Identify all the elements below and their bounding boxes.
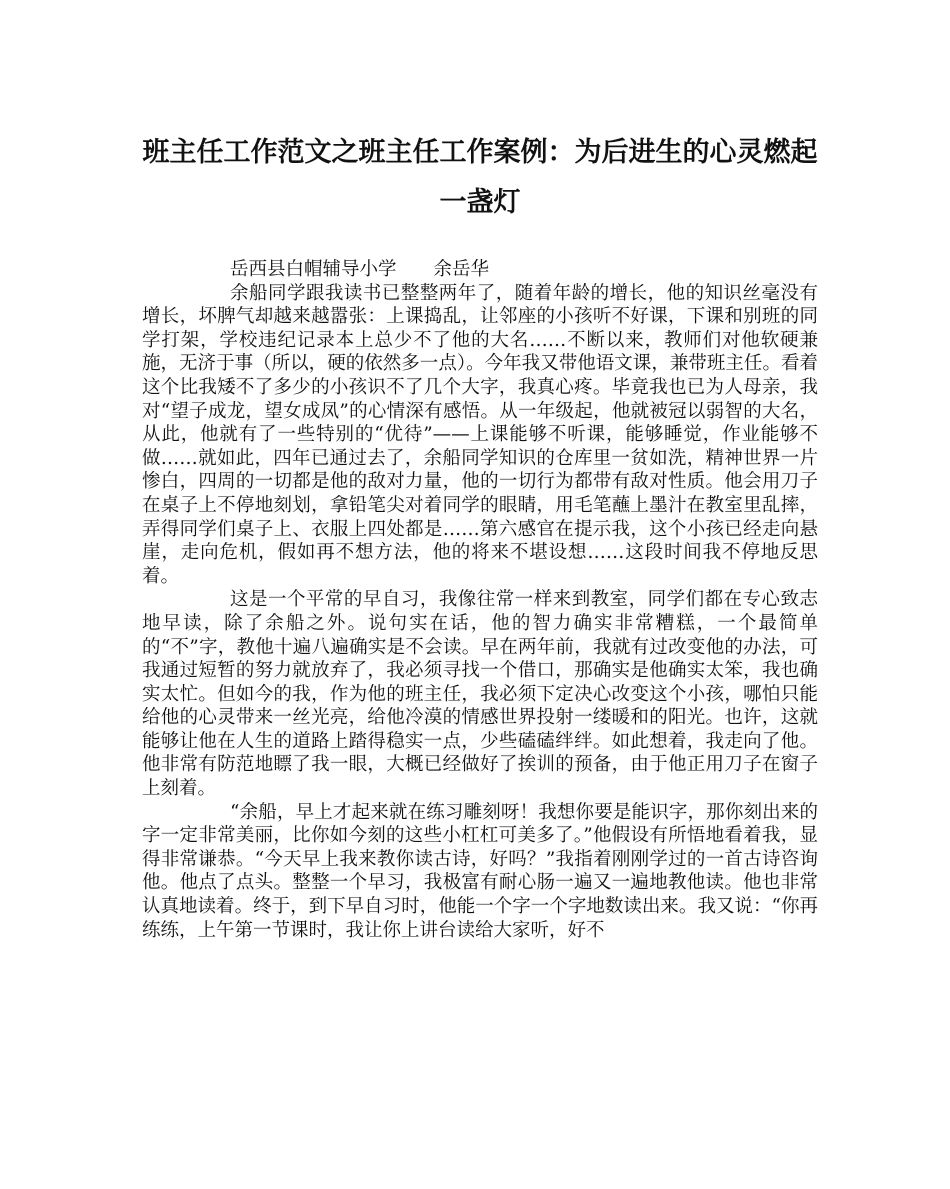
paragraph-1: 余船同学跟我读书已整整两年了，随着年龄的增长，他的知识丝毫没有增长，坏脾气却越来越嚣张：上课捣乱，让邻座的小孩听不好课，下课和别班的同学打架，学校违纪记录本上总少不了他的大名……不断以来，教师们对他软硬兼施，无济于事（所以，硬的依然多一点）。今年我又带他语文课，兼带班主任。看着这个比我矮不了多少的小孩识不了几个大字，我真心疼。毕竟我也已为人母亲，我对“望子成龙，望女成凤”的心情深有感悟。从一年级起，他就被冠以弱智的大名，从此，他就有了一些特别的“优待”——上课能够不听课，能够睡觉，作业能够不做……就如此，四年已通过去了，余船同学知识的仓库里一贫如洗，精神世界一片惨白，四周的一切都是他的敌对力量，他的一切行为都带有敌对性质。他会用刀子在桌子上不停地刻划，拿铅笔尖对着同学的眼睛，用毛笔蘸上墨汁在教室里乱摔，弄得同学们桌子上、衣服上四处都是……第六感官在提示我，这个小孩已经走向悬崖，走向危机，假如再不想方法，他的将来不堪设想……这段时间我不停地反思着。 bbox=[142, 282, 818, 587]
paragraph-2: 这是一个平常的早自习，我像往常一样来到教室，同学们都在专心致志地早读，除了余船之外。说句实在话，他的智力确实非常糟糕，一个最简单的“不”字，教他十遍八遍确实是不会读。早在两年前，我就有过改变他的办法，可我通过短暂的努力就放弃了，我必须寻找一个借口，那确实是他确实太笨，我也确实太忙。但如今的我，作为他的班主任，我必须下定决心改变这个小孩，哪怕只能给他的心灵带来一丝光亮，给他冷漠的情感世界投射一缕暖和的阳光。也许，这就能够让他在人生的道路上踏得稳实一点，少些磕磕绊绊。如此想着，我走向了他。他非常有防范地瞟了我一眼，大概已经做好了挨训的预备，由于他正用刀子在窗子上刻着。 bbox=[142, 589, 818, 800]
document-title: 班主任工作范文之班主任工作案例：为后进生的心灵燃起一盏灯 bbox=[142, 137, 818, 218]
author-line: 岳西县白帽辅导小学 余岳华 bbox=[230, 259, 490, 280]
paragraph-3: “余船，早上才起来就在练习雕刻呀！我想你要是能识字，那你刻出来的字一定非常美丽，比你如今刻的这些小杠杠可美多了。”他假设有所悟地看着我，显得非常谦恭。“今天早上我来教你读古诗，好吗？”我指着刚刚学过的一首古诗咨询他。他点了点头。整整一个早习，我极富有耐心肠一遍又一遍地教他读。他也非常认真地读着。终于，到下早自习时，他能一个字一个字地数读出来。我又说：“你再练练，上午第一节课时，我让你上讲台读给大家听，好不 bbox=[142, 801, 818, 941]
document-body bbox=[142, 258, 818, 942]
